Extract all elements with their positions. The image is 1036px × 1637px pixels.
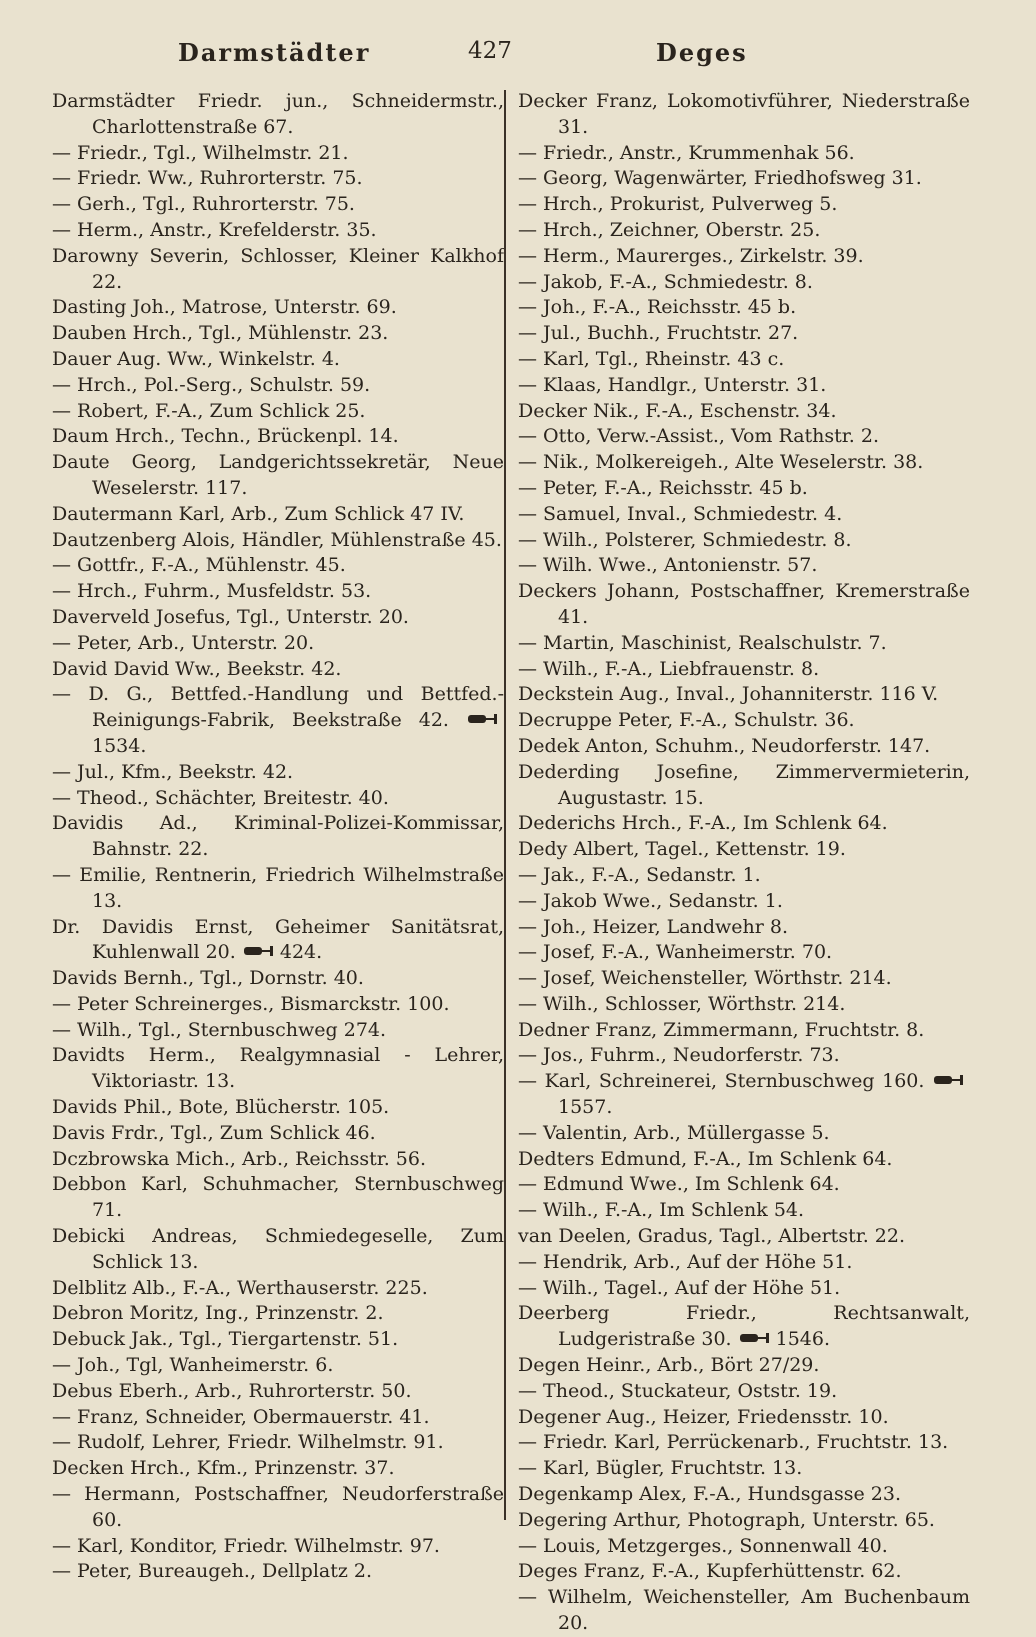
- directory-entry: [518, 399, 970, 425]
- directory-entry: [518, 1018, 970, 1044]
- directory-entry: [52, 1482, 504, 1534]
- entry-text: Darmstädter Friedr. jun., Schneidermstr., Charlottenstraße 67.: [52, 90, 504, 138]
- entry-text: Daute Georg, Landgerichtssekretär, Neue Weselerstr. 117.: [52, 451, 504, 499]
- directory-entry: [52, 218, 504, 244]
- entry-text: Dasting Joh., Matrose, Unterstr. 69.: [52, 296, 397, 319]
- directory-entry: [52, 553, 504, 579]
- right-column: [518, 89, 970, 1637]
- entry-text: — Jos., Fuhrm., Neudorferstr. 73.: [518, 1044, 840, 1067]
- entry-text: — Friedr. Ww., Ruhrorterstr. 75.: [52, 167, 363, 190]
- entry-text: Dedner Franz, Zimmermann, Fruchtstr. 8.: [518, 1018, 925, 1041]
- directory-entry: [518, 1301, 970, 1353]
- entry-text: Degenkamp Alex, F.-A., Hundsgasse 23.: [518, 1483, 901, 1506]
- entry-text: — Jakob Wwe., Sedanstr. 1.: [518, 889, 783, 912]
- phone-number: 1534.: [92, 734, 147, 757]
- directory-entry: [52, 1043, 504, 1095]
- directory-entry: [52, 915, 504, 967]
- directory-entry: [518, 89, 970, 141]
- directory-entry: [518, 1276, 970, 1302]
- directory-entry: [518, 450, 970, 476]
- entry-text: — Peter, Arb., Unterstr. 20.: [52, 631, 315, 654]
- directory-entry: [518, 1043, 970, 1069]
- directory-entry: [518, 940, 970, 966]
- entry-text: — Wilh., Tgl., Sternbuschweg 274.: [52, 1018, 387, 1041]
- directory-entry: [518, 1430, 970, 1456]
- directory-entry: [518, 476, 970, 502]
- entry-text: — Peter, Bureaugeh., Dellplatz 2.: [52, 1560, 373, 1583]
- entry-text: — Friedr. Karl, Perrückenarb., Fruchtstr. 13.: [518, 1431, 949, 1454]
- directory-entry: [52, 1121, 504, 1147]
- entry-text: — Karl, Konditor, Friedr. Wilhelmstr. 97.: [52, 1534, 440, 1557]
- directory-entry: [52, 1405, 504, 1431]
- entry-text: Debus Eberh., Arb., Ruhrorterstr. 50.: [52, 1379, 412, 1402]
- directory-entry: [518, 1379, 970, 1405]
- entry-text: Davidis Ad., Kriminal-Polizei-Kommissar, Bahnstr. 22.: [52, 812, 504, 861]
- entry-text: Decker Franz, Lokomotivführer, Niederstraße 31.: [518, 90, 970, 138]
- entry-text: David David Ww., Beekstr. 42.: [52, 657, 342, 680]
- entry-text: Decruppe Peter, F.-A., Schulstr. 36.: [518, 709, 855, 732]
- directory-entry: [52, 1276, 504, 1302]
- entry-text: — Hermann, Postschaffner, Neudorferstraße 60.: [52, 1483, 504, 1531]
- entry-text: — Klaas, Handlgr., Unterstr. 31.: [518, 373, 827, 396]
- entry-text: — Friedr., Tgl., Wilhelmstr. 21.: [52, 141, 349, 164]
- entry-text: Deerberg Friedr., Rechtsanwalt, Ludgeristraße 30.: [518, 1302, 970, 1351]
- directory-entry: [52, 992, 504, 1018]
- entry-text: — Joh., Heizer, Landwehr 8.: [518, 915, 789, 938]
- entry-text: Deckstein Aug., Inval., Johanniterstr. 116 V.: [518, 683, 939, 706]
- left-column: [52, 89, 504, 1585]
- entry-text: — Jak., F.-A., Sedanstr. 1.: [518, 863, 761, 886]
- directory-entry: [518, 1147, 970, 1173]
- directory-entry: [518, 295, 970, 321]
- directory-entry: [52, 450, 504, 502]
- directory-entry: [52, 1147, 504, 1173]
- directory-entry: [518, 734, 970, 760]
- entry-text: — Wilh., F.-A., Im Schlenk 54.: [518, 1199, 805, 1222]
- directory-entry: [518, 141, 970, 167]
- entry-text: — Nik., Molkereigeh., Alte Weselerstr. 38.: [518, 451, 924, 474]
- directory-entry: [518, 1456, 970, 1482]
- directory-entry: [518, 553, 970, 579]
- directory-entry: [52, 502, 504, 528]
- directory-entry: [518, 1585, 970, 1637]
- entry-text: Debbon Karl, Schuhmacher, Sternbuschweg 71.: [52, 1173, 504, 1222]
- directory-entry: [52, 1172, 504, 1224]
- entry-text: Dauer Aug. Ww., Winkelstr. 4.: [52, 347, 340, 370]
- entry-text: — Franz, Schneider, Obermauerstr. 41.: [52, 1405, 430, 1428]
- directory-entry: [518, 321, 970, 347]
- entry-text: — Jul., Kfm., Beekstr. 42.: [52, 760, 294, 783]
- entry-text: — Rudolf, Lehrer, Friedr. Wilhelmstr. 91.: [52, 1431, 444, 1454]
- directory-entry: [52, 424, 504, 450]
- directory-entry: [52, 631, 504, 657]
- directory-entry: [518, 347, 970, 373]
- entry-text: Dr. Davidis Ernst, Geheimer Sanitätsrat, Kuhlenwall 20.: [52, 915, 504, 964]
- directory-entry: [518, 889, 970, 915]
- header-left-keyword: Darmstädter: [178, 38, 371, 67]
- directory-entry: [52, 1224, 504, 1276]
- entry-text: Davidts Herm., Realgymnasial - Lehrer, Viktoriastr. 13.: [52, 1044, 504, 1093]
- entry-text: Debron Moritz, Ing., Prinzenstr. 2.: [52, 1302, 384, 1325]
- page-header: [48, 38, 988, 74]
- directory-entry: [518, 192, 970, 218]
- directory-entry: [52, 295, 504, 321]
- entry-text: Davids Bernh., Tgl., Dornstr. 40.: [52, 967, 364, 990]
- directory-entry: [52, 1018, 504, 1044]
- entry-text: — Hrch., Pol.-Serg., Schulstr. 59.: [52, 373, 371, 396]
- directory-entry: [518, 579, 970, 631]
- entry-text: Dautzenberg Alois, Händler, Mühlenstraße 45.: [52, 528, 502, 551]
- entry-text: — Emilie, Rentnerin, Friedrich Wilhelmstraße 13.: [52, 863, 504, 912]
- directory-entry: [52, 373, 504, 399]
- entry-text: — Hrch., Fuhrm., Musfeldstr. 53.: [52, 580, 372, 603]
- directory-entry: [518, 915, 970, 941]
- directory-entry: [518, 166, 970, 192]
- directory-entry: [518, 1534, 970, 1560]
- entry-text: Debicki Andreas, Schmiedegeselle, Zum Schlick 13.: [52, 1225, 504, 1273]
- directory-entry: [518, 1405, 970, 1431]
- entry-text: — Josef, F.-A., Wanheimerstr. 70.: [518, 941, 833, 964]
- entry-text: — Louis, Metzgerges., Sonnenwall 40.: [518, 1534, 888, 1557]
- header-right-keyword: Deges: [656, 38, 748, 67]
- directory-entry: [518, 992, 970, 1018]
- entry-text: Dederichs Hrch., F.-A., Im Schlenk 64.: [518, 812, 888, 835]
- entry-text: — Joh., Tgl, Wanheimerstr. 6.: [52, 1354, 334, 1377]
- telephone-icon: [466, 712, 500, 726]
- entry-text: — Wilh., F.-A., Liebfrauenstr. 8.: [518, 657, 820, 680]
- entry-text: — Gottfr., F.-A., Mühlenstr. 45.: [52, 554, 346, 577]
- entry-text: — Peter, F.-A., Reichsstr. 45 b.: [518, 476, 808, 499]
- entry-text: — Edmund Wwe., Im Schlenk 64.: [518, 1173, 840, 1196]
- directory-entry: [518, 657, 970, 683]
- entry-text: — Theod., Schächter, Breitestr. 40.: [52, 786, 389, 809]
- directory-entry: [518, 1198, 970, 1224]
- entry-text: Dedy Albert, Tagel., Kettenstr. 19.: [518, 838, 846, 861]
- entry-text: — Robert, F.-A., Zum Schlick 25.: [52, 399, 366, 422]
- directory-entry: [518, 863, 970, 889]
- entry-text: — Josef, Weichensteller, Wörthstr. 214.: [518, 967, 892, 990]
- entry-text: — Martin, Maschinist, Realschulstr. 7.: [518, 631, 887, 654]
- entry-text: — Georg, Wagenwärter, Friedhofsweg 31.: [518, 167, 922, 190]
- entry-text: — Peter Schreinerges., Bismarckstr. 100.: [52, 992, 450, 1015]
- directory-entry: [52, 347, 504, 373]
- directory-entry: [52, 321, 504, 347]
- directory-entry: [52, 966, 504, 992]
- directory-entry: [518, 1172, 970, 1198]
- entry-text: — Friedr., Anstr., Krummenhak 56.: [518, 141, 855, 164]
- entry-text: — Samuel, Inval., Schmiedestr. 4.: [518, 502, 843, 525]
- directory-entry: [518, 1069, 970, 1121]
- directory-entry: [52, 760, 504, 786]
- entry-text: — Hrch., Zeichner, Oberstr. 25.: [518, 218, 821, 241]
- telephone-icon: [738, 1331, 772, 1345]
- entry-text: Davis Frdr., Tgl., Zum Schlick 46.: [52, 1121, 376, 1144]
- directory-entry: [52, 657, 504, 683]
- directory-entry: [518, 373, 970, 399]
- telephone-icon: [242, 944, 276, 958]
- directory-entry: [518, 1508, 970, 1534]
- entry-text: Deges Franz, F.-A., Kupferhüttenstr. 62.: [518, 1560, 902, 1583]
- entry-text: — Herm., Anstr., Krefelderstr. 35.: [52, 218, 377, 241]
- entry-text: — Otto, Verw.-Assist., Vom Rathstr. 2.: [518, 425, 879, 448]
- entry-text: — Wilh., Schlosser, Wörthstr. 214.: [518, 992, 846, 1015]
- directory-entry: [518, 682, 970, 708]
- entry-text: — Valentin, Arb., Müllergasse 5.: [518, 1121, 830, 1144]
- entry-text: — Gerh., Tgl., Ruhrorterstr. 75.: [52, 193, 355, 216]
- directory-entry: [518, 708, 970, 734]
- directory-entry: [518, 1482, 970, 1508]
- entry-text: Daverveld Josefus, Tgl., Unterstr. 20.: [52, 605, 409, 628]
- directory-entry: [52, 1301, 504, 1327]
- phone-number: 424.: [279, 941, 323, 964]
- directory-entry: [518, 1121, 970, 1147]
- entry-text: — Theod., Stuckateur, Oststr. 19.: [518, 1379, 838, 1402]
- entry-text: Debuck Jak., Tgl., Tiergartenstr. 51.: [52, 1328, 399, 1351]
- entry-text: — Jakob, F.-A., Schmiedestr. 8.: [518, 270, 813, 293]
- entry-text: — Wilh., Tagel., Auf der Höhe 51.: [518, 1276, 841, 1299]
- directory-entry: [52, 1327, 504, 1353]
- entry-text: Daum Hrch., Techn., Brückenpl. 14.: [52, 425, 399, 448]
- directory-entry: [518, 502, 970, 528]
- directory-entry: [518, 1250, 970, 1276]
- entry-text: Darowny Severin, Schlosser, Kleiner Kalkhof 22.: [52, 244, 504, 293]
- directory-entry: [52, 863, 504, 915]
- directory-entry: [52, 528, 504, 554]
- directory-entry: [518, 837, 970, 863]
- directory-entry: [52, 244, 504, 296]
- entry-text: Davids Phil., Bote, Blücherstr. 105.: [52, 1096, 390, 1119]
- directory-entry: [52, 399, 504, 425]
- directory-entry: [52, 811, 504, 863]
- page-number: 427: [468, 38, 512, 64]
- directory-entry: [518, 1353, 970, 1379]
- entry-text: — Jul., Buchh., Fruchtstr. 27.: [518, 322, 799, 345]
- entry-text: Dedek Anton, Schuhm., Neudorferstr. 147.: [518, 734, 931, 757]
- directory-entry: [52, 786, 504, 812]
- directory-entry: [518, 1224, 970, 1250]
- entry-text: — Hrch., Prokurist, Pulverweg 5.: [518, 193, 838, 216]
- entry-text: — Joh., F.-A., Reichsstr. 45 b.: [518, 296, 797, 319]
- telephone-icon: [932, 1073, 966, 1087]
- entry-text: Dederding Josefine, Zimmervermieterin, Augustastr. 15.: [518, 760, 970, 809]
- directory-entry: [52, 166, 504, 192]
- directory-entry: [52, 141, 504, 167]
- phone-number: 1557.: [558, 1096, 613, 1119]
- entry-text: — Wilhelm, Weichensteller, Am Buchenbaum 20.: [518, 1586, 970, 1635]
- directory-entry: [52, 1095, 504, 1121]
- directory-entry: [52, 89, 504, 141]
- directory-entry: [518, 244, 970, 270]
- directory-entry: [52, 1534, 504, 1560]
- directory-entry: [518, 218, 970, 244]
- entry-text: van Deelen, Gradus, Tagl., Albertstr. 22.: [518, 1225, 905, 1248]
- directory-entry: [52, 1353, 504, 1379]
- entry-text: — D. G., Bettfed.-Handlung und Bettfed.-Reinigungs-Fabrik, Beekstraße 42.: [52, 683, 504, 732]
- directory-entry: [52, 605, 504, 631]
- directory-entry: [52, 579, 504, 605]
- entry-text: Degen Heinr., Arb., Bört 27/29.: [518, 1354, 820, 1377]
- directory-entry: [518, 966, 970, 992]
- entry-text: — Wilh., Polsterer, Schmiedestr. 8.: [518, 528, 852, 551]
- entry-text: — Hendrik, Arb., Auf der Höhe 51.: [518, 1250, 853, 1273]
- directory-entry: [518, 631, 970, 657]
- directory-entry: [52, 1430, 504, 1456]
- entry-text: Degener Aug., Heizer, Friedensstr. 10.: [518, 1405, 889, 1428]
- directory-entry: [52, 192, 504, 218]
- directory-entry: [52, 1559, 504, 1585]
- entry-text: Deckers Johann, Postschaffner, Kremerstraße 41.: [518, 580, 970, 628]
- entry-text: — Herm., Maurerges., Zirkelstr. 39.: [518, 244, 864, 267]
- directory-entry: [518, 528, 970, 554]
- phone-number: 1546.: [775, 1328, 831, 1351]
- entry-text: Dauben Hrch., Tgl., Mühlenstr. 23.: [52, 322, 389, 345]
- entry-text: — Karl, Bügler, Fruchtstr. 13.: [518, 1457, 803, 1480]
- entry-text: Dczbrowska Mich., Arb., Reichsstr. 56.: [52, 1147, 427, 1170]
- entry-text: — Karl, Schreinerei, Sternbuschweg 160.: [518, 1070, 925, 1093]
- entry-text: Dautermann Karl, Arb., Zum Schlick 47 IV.: [52, 502, 465, 525]
- entry-text: Dedters Edmund, F.-A., Im Schlenk 64.: [518, 1147, 893, 1170]
- entry-text: — Karl, Tgl., Rheinstr. 43 c.: [518, 347, 785, 370]
- directory-entry: [518, 760, 970, 812]
- directory-entry: [52, 1456, 504, 1482]
- entry-text: Degering Arthur, Photograph, Unterstr. 65.: [518, 1508, 935, 1531]
- entry-text: Decken Hrch., Kfm., Prinzenstr. 37.: [52, 1457, 395, 1480]
- entry-text: — Wilh. Wwe., Antonienstr. 57.: [518, 554, 818, 577]
- column-divider: [504, 90, 506, 1520]
- directory-entry: [518, 270, 970, 296]
- entry-text: Decker Nik., F.-A., Eschenstr. 34.: [518, 399, 837, 422]
- entry-text: Delblitz Alb., F.-A., Werthauserstr. 225.: [52, 1276, 428, 1299]
- directory-entry: [52, 682, 504, 759]
- directory-entry: [52, 1379, 504, 1405]
- directory-entry: [518, 811, 970, 837]
- directory-entry: [518, 424, 970, 450]
- directory-entry: [518, 1559, 970, 1585]
